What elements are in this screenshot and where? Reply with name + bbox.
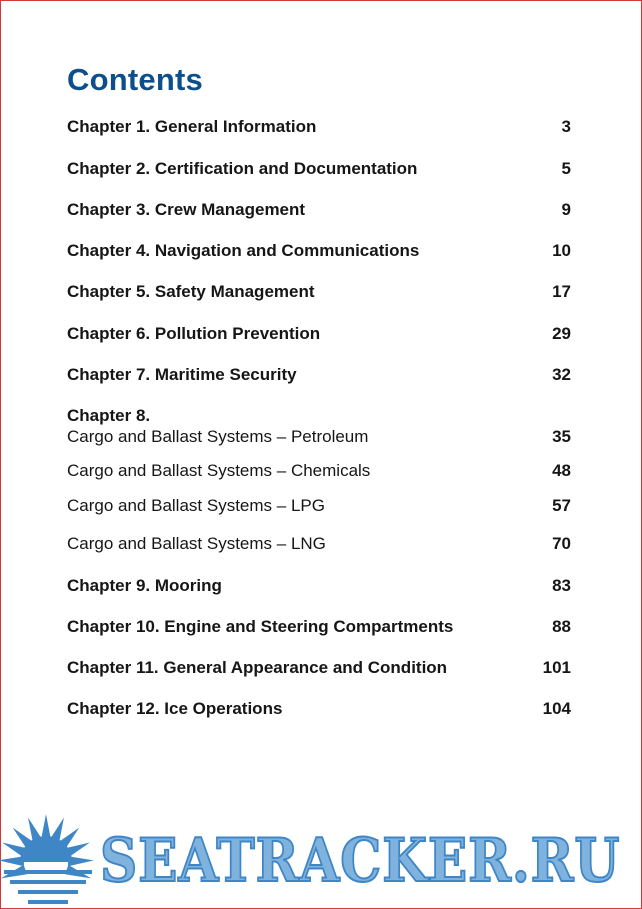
toc-entry-page: 29 [552,324,571,343]
toc-entry-page: 5 [561,159,571,178]
toc-entry[interactable] [67,241,571,261]
toc-entry[interactable] [67,699,571,719]
toc-entry-label: Chapter 12. Ice Operations [67,699,283,718]
toc-subentry-page: 57 [552,496,571,515]
toc-subentry-label: Cargo and Ballast Systems – LPG [67,496,325,515]
toc-entry-page: 17 [552,282,571,301]
toc-entry-label: Chapter 1. General Information [67,117,317,136]
toc-entry-page: 9 [561,200,571,219]
toc-entry-page: 88 [552,617,571,636]
toc-subentry-label: Cargo and Ballast Systems – LNG [67,534,326,553]
toc-subentry[interactable] [67,427,571,447]
toc-subentry[interactable] [67,461,571,481]
toc-subentry-page: 35 [552,427,571,446]
toc-chapter8-heading[interactable]: Chapter 8. [67,406,151,425]
toc-subentry-page: 70 [552,534,571,553]
toc-entry[interactable] [67,324,571,344]
toc-entry-label: Chapter 5. Safety Management [67,282,315,301]
toc-subentry-label: Cargo and Ballast Systems – Chemicals [67,461,371,480]
toc-entry-label: Chapter 7. Maritime Security [67,365,297,384]
toc-entry-page: 83 [552,576,571,595]
toc-entry-page: 32 [552,365,571,384]
toc-entry-label: Chapter 11. General Appearance and Condition [67,658,448,677]
toc-entry[interactable] [67,617,571,637]
toc-subentry-label: Cargo and Ballast Systems – Petroleum [67,427,369,446]
toc-entry-label: Chapter 3. Crew Management [67,200,306,219]
toc-subentry[interactable] [67,534,571,554]
toc-entry-page: 101 [542,658,571,677]
toc-entry-page: 3 [561,117,571,136]
toc-entry-label: Chapter 9. Mooring [67,576,222,595]
toc-entry[interactable] [67,658,571,678]
toc-entry-label: Chapter 10. Engine and Steering Compartments [67,617,454,636]
toc-entry-label: Chapter 2. Certification and Documentation [67,159,418,178]
toc-entry-page: 10 [552,241,571,260]
toc-entry[interactable] [67,159,571,179]
toc-entry[interactable] [67,117,571,137]
sun-over-sea-icon [0,812,100,909]
toc-entry-label: Chapter 6. Pollution Prevention [67,324,321,343]
toc-subentry-page: 48 [552,461,571,480]
toc-entry[interactable] [67,200,571,220]
toc-entry-label: Chapter 4. Navigation and Communications [67,241,420,260]
toc-entry[interactable] [67,282,571,302]
toc-subentry[interactable] [67,496,571,516]
page-title: Contents [67,62,203,97]
watermark-text: SEATRACKER.RU [100,826,621,896]
toc-entry[interactable] [67,365,571,385]
toc-entry-page: 104 [542,699,571,718]
toc-entry[interactable] [67,576,571,596]
